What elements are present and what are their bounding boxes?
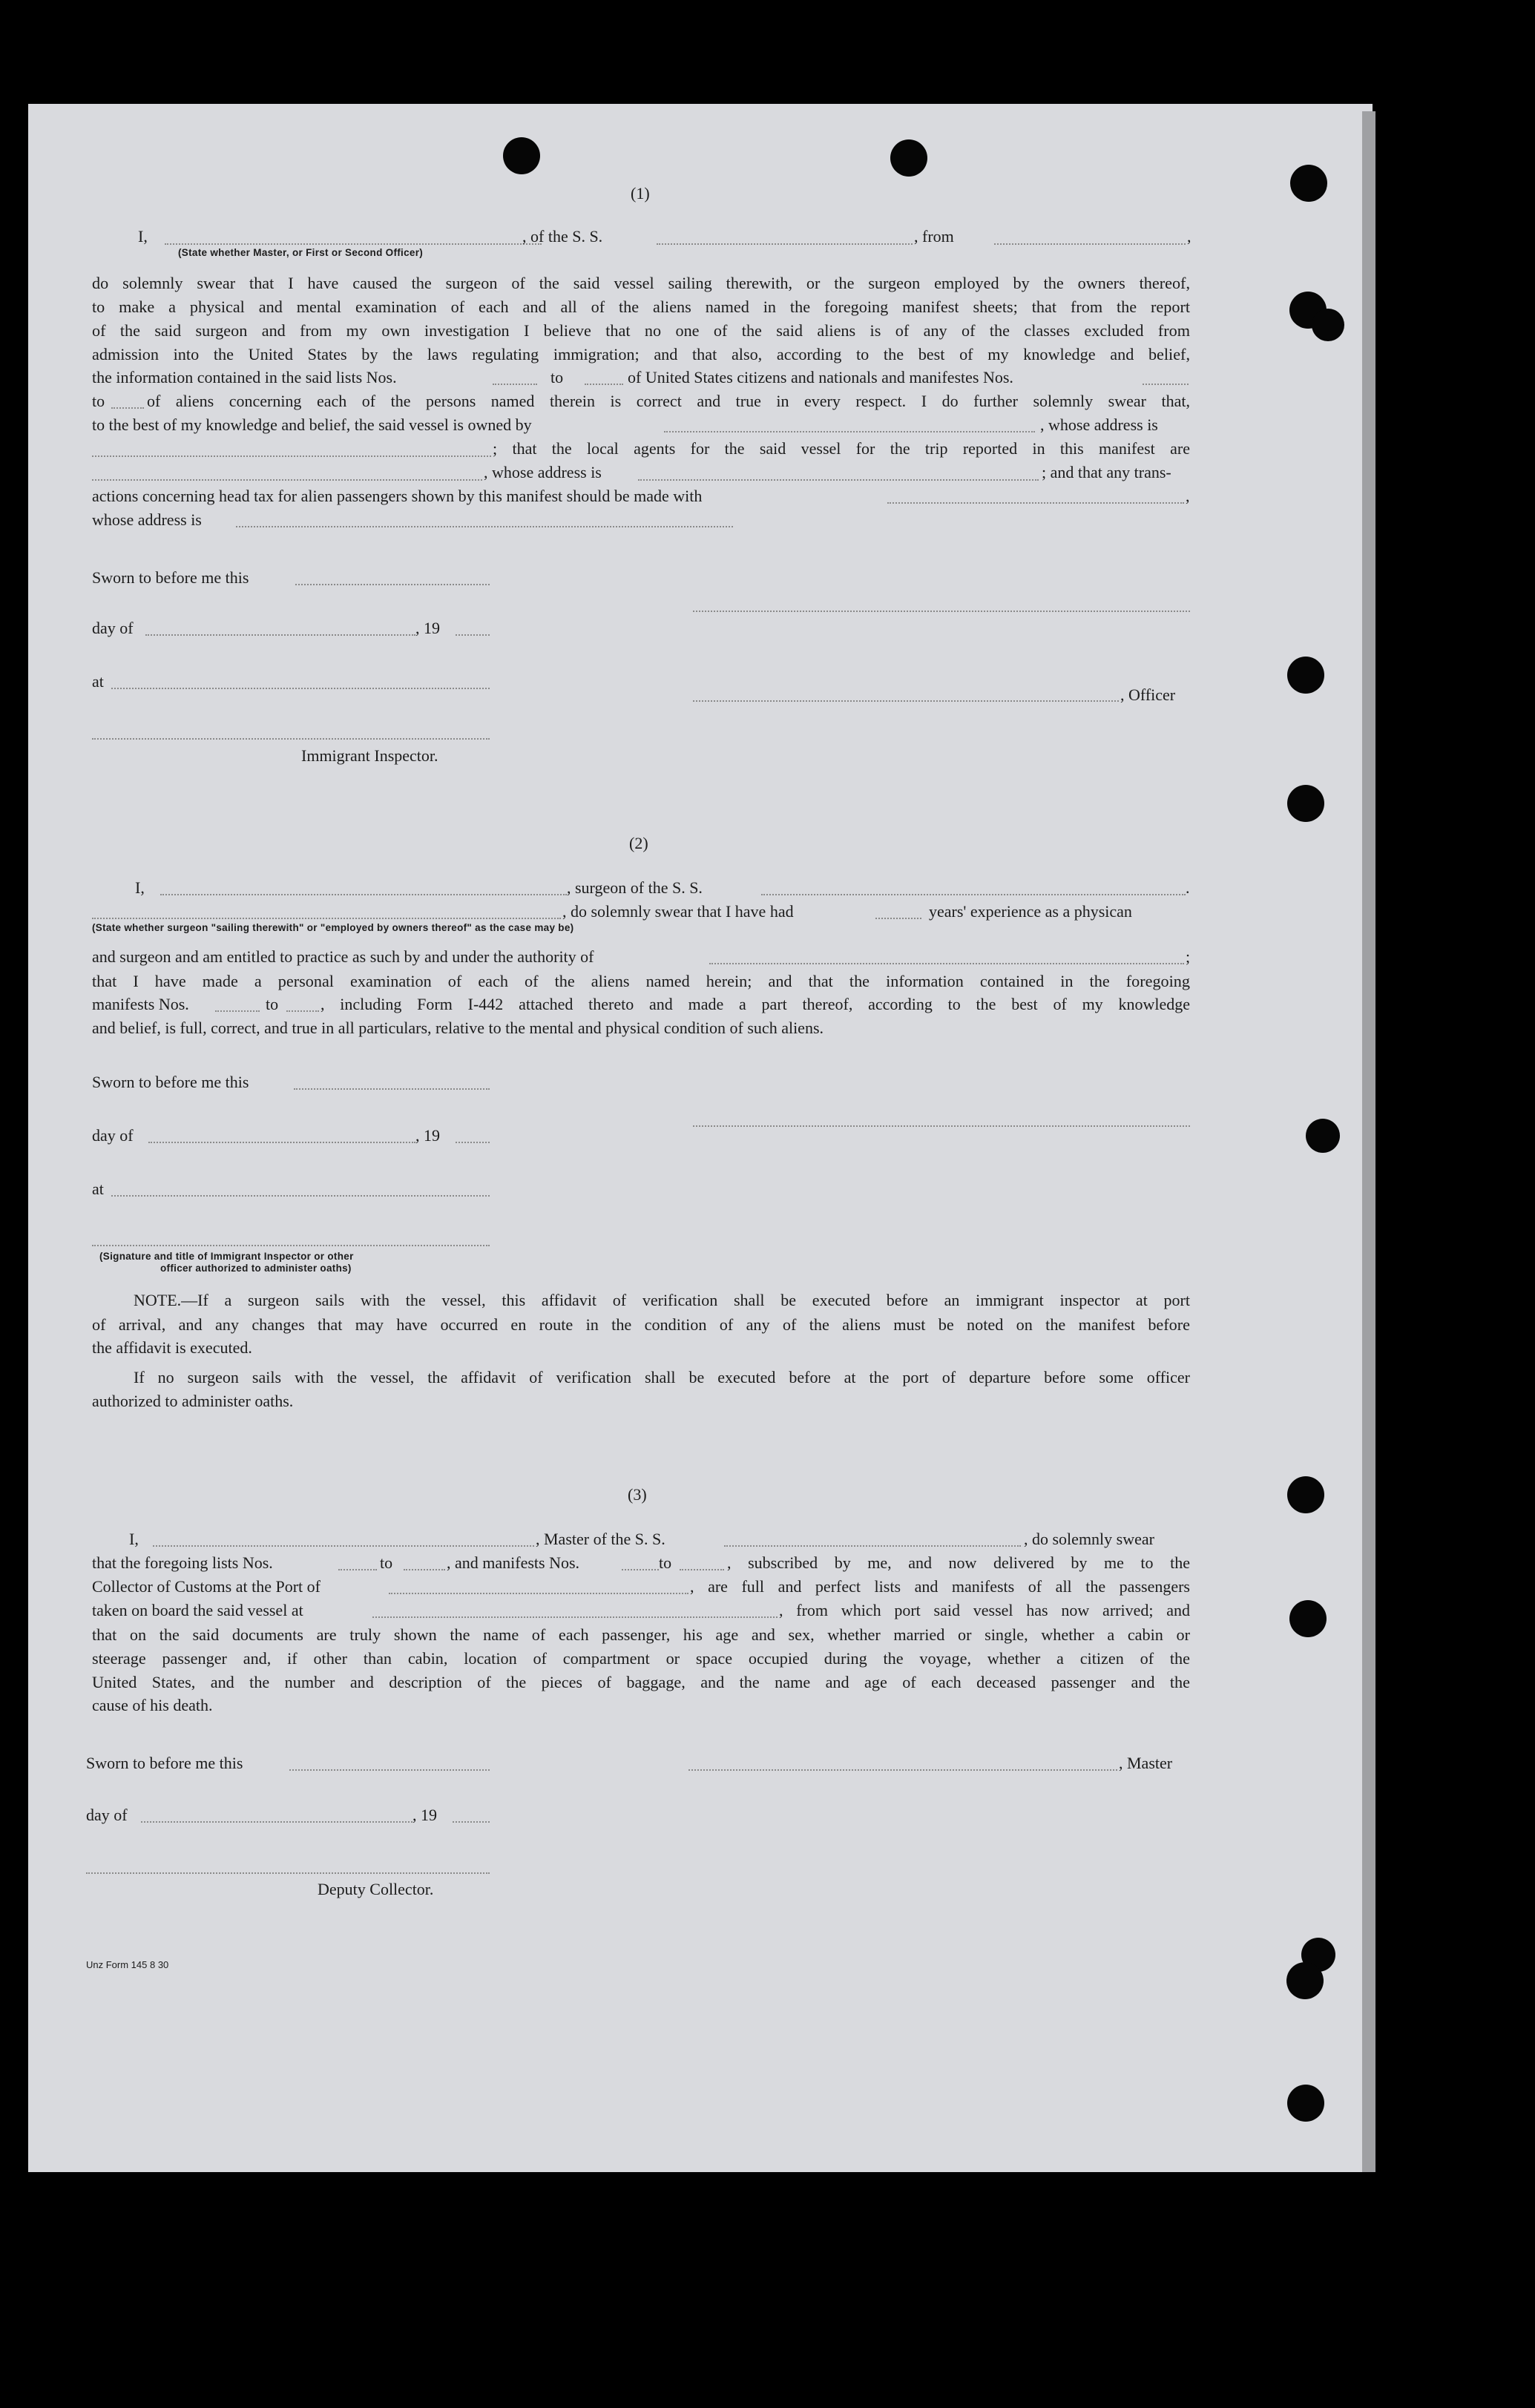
s1-agents-field[interactable] xyxy=(92,479,482,481)
punch-hole xyxy=(503,137,540,174)
s1-officer: , Officer xyxy=(1120,685,1176,704)
s1-l6-b: of aliens concerning each of the persons named therein is correct and true in every respect. I do further solemnly swear that, xyxy=(147,392,1190,410)
s2-sig-note-1: (Signature and title of Immigrant Inspector or other xyxy=(99,1251,354,1262)
s1-officer-sig-field[interactable] xyxy=(693,700,1119,702)
s3-manifests-to-field[interactable] xyxy=(680,1569,724,1570)
s1-sworn-field[interactable] xyxy=(295,584,490,585)
s3-nineteen: , 19 xyxy=(412,1806,437,1824)
s1-year-field[interactable] xyxy=(456,634,490,636)
s1-sworn: Sworn to before me this xyxy=(92,568,249,587)
s1-head-tax-address-field[interactable] xyxy=(236,526,733,527)
s2-period: . xyxy=(1186,878,1190,897)
punch-hole xyxy=(1287,1476,1324,1513)
s2-day-of: day of xyxy=(92,1126,134,1145)
s3-collector: Deputy Collector. xyxy=(318,1880,434,1898)
s3-day-of: day of xyxy=(86,1806,128,1824)
s2-i: I, xyxy=(135,878,145,897)
s3-day-field[interactable] xyxy=(141,1821,412,1823)
s1-agents-address-field[interactable] xyxy=(638,479,1039,481)
s1-lists-from-field[interactable] xyxy=(493,384,537,385)
s3-l2-a: Collector of Customs at the Port of xyxy=(92,1577,321,1596)
s2-day-field[interactable] xyxy=(148,1142,415,1143)
s2-surgeon-note: (State whether surgeon "sailing therewith" or "employed by owners thereof" as the case may be) xyxy=(92,922,574,933)
s1-day-field[interactable] xyxy=(145,634,415,636)
s2-l2: that I have made a personal examination of each of the aliens named herein; and that the information contained in the foregoing xyxy=(92,972,1190,990)
s1-i: I, xyxy=(138,227,148,246)
s1-l7-b: , whose address is xyxy=(1040,415,1158,434)
s1-vessel-field[interactable] xyxy=(657,243,913,245)
s1-day-of: day of xyxy=(92,619,134,637)
s3-l1-a: that the foregoing lists Nos. xyxy=(92,1553,273,1572)
s1-lists-to-field[interactable] xyxy=(585,384,623,385)
s1-head-tax-field[interactable] xyxy=(887,502,1184,504)
s2-l3-c: , including Form I-442 attached thereto and made a part thereof, according to the best of my knowledge xyxy=(321,995,1190,1013)
s2-years-field[interactable] xyxy=(875,918,921,919)
s2-manifests-to-field[interactable] xyxy=(286,1010,319,1012)
s2-l1-a: and surgeon and am entitled to practice as such by and under the authority of xyxy=(92,947,594,966)
s3-manifests-from-field[interactable] xyxy=(622,1569,659,1570)
s2-swear: , do solemnly swear that I have had xyxy=(562,902,794,921)
s2-l3-a: manifests Nos. xyxy=(92,995,189,1013)
s1-l5-c: of United States citizens and nationals and manifestes Nos. xyxy=(628,368,1013,386)
s2-nineteen: , 19 xyxy=(415,1126,440,1145)
section-1-number: (1) xyxy=(631,184,650,203)
s2-surgeon-of-ss: , surgeon of the S. S. xyxy=(567,878,703,897)
s2-year-field[interactable] xyxy=(456,1142,490,1143)
s3-l3-a: taken on board the said vessel at xyxy=(92,1601,303,1619)
s1-line-1: do solemnly swear that I have caused the surgeon of the said vessel sailing therewith, or the surgeon employed by the owners thereof, xyxy=(92,274,1190,292)
s1-l8: ; that the local agents for the said vessel for the trip reported in this manifest are xyxy=(493,439,1190,458)
section-2-number: (2) xyxy=(629,834,648,852)
punch-hole xyxy=(1290,165,1327,202)
s2-at: at xyxy=(92,1180,104,1198)
s1-at-field[interactable] xyxy=(111,688,490,689)
s3-master-name-field[interactable] xyxy=(153,1545,534,1547)
s3-l1-c: , and manifests Nos. xyxy=(447,1553,580,1572)
s3-l7: cause of his death. xyxy=(92,1696,213,1714)
s1-l5-b: to xyxy=(550,368,564,386)
s2-authority-field[interactable] xyxy=(709,963,1184,964)
s3-port-field[interactable] xyxy=(389,1593,688,1594)
s1-manifests-to-field[interactable] xyxy=(111,407,144,409)
s3-master: , Master xyxy=(1119,1754,1173,1772)
s1-comma: , xyxy=(1187,227,1191,246)
punch-hole xyxy=(1286,1962,1324,1999)
punch-hole xyxy=(1287,2085,1324,2122)
s3-l1-b: to xyxy=(380,1553,393,1572)
s1-at: at xyxy=(92,672,104,691)
s2-sworn-field[interactable] xyxy=(294,1088,490,1090)
s3-master-sig-field[interactable] xyxy=(688,1769,1117,1771)
s3-sworn-field[interactable] xyxy=(289,1769,490,1771)
s1-of-ss: , of the S. S. xyxy=(522,227,603,246)
s2-years: years' experience as a physican xyxy=(929,902,1132,921)
punch-hole xyxy=(1312,309,1344,341)
s3-collector-sig-field[interactable] xyxy=(86,1872,490,1874)
s3-sworn: Sworn to before me this xyxy=(86,1754,243,1772)
s1-owner-address-field[interactable] xyxy=(92,455,491,457)
punch-hole xyxy=(1287,785,1324,822)
s2-note-l1: NOTE.—If a surgeon sails with the vessel, this affidavit of verification shall be executed before an immigrant inspector at port xyxy=(134,1291,1190,1309)
s1-l9-a: , whose address is xyxy=(484,463,602,481)
sheet-edge-shadow xyxy=(1362,111,1375,2172)
s2-note-l3: the affidavit is executed. xyxy=(92,1338,252,1357)
punch-hole xyxy=(890,139,927,177)
s3-l1-e: , subscribed by me, and now delivered by me to the xyxy=(727,1553,1190,1572)
punch-hole xyxy=(1306,1119,1340,1153)
punch-hole xyxy=(1287,657,1324,694)
s1-inspector-sig-field[interactable] xyxy=(92,738,490,740)
s2-l4: and belief, is full, correct, and true in all particulars, relative to the mental and physical condition of such aliens. xyxy=(92,1019,824,1037)
s3-l3-b: , from which port said vessel has now arrived; and xyxy=(779,1601,1190,1619)
s1-inspector: Immigrant Inspector. xyxy=(301,746,438,765)
s3-l2-b: , are full and perfect lists and manifests of all the passengers xyxy=(690,1577,1190,1596)
s1-l11: whose address is xyxy=(92,510,202,529)
s1-l5-a: the information contained in the said lists Nos. xyxy=(92,368,397,386)
s1-signature-field[interactable] xyxy=(693,611,1190,612)
s1-l10-b: , xyxy=(1186,487,1190,505)
s2-note-l5: authorized to administer oaths. xyxy=(92,1392,294,1410)
s3-vessel-field[interactable] xyxy=(724,1545,1021,1547)
s3-embark-port-field[interactable] xyxy=(372,1616,778,1618)
punch-hole xyxy=(1289,1600,1327,1637)
s1-l10-a: actions concerning head tax for alien passengers shown by this manifest should be made with xyxy=(92,487,703,505)
s1-officer-name-field[interactable] xyxy=(165,243,542,245)
s3-master-of-ss: , Master of the S. S. xyxy=(536,1530,665,1548)
s2-l3-b: to xyxy=(266,995,279,1013)
s2-at-field[interactable] xyxy=(111,1195,490,1197)
s1-line-4: admission into the United States by the laws regulating immigration; and that also, according to the best of my knowledge and belief, xyxy=(92,345,1190,363)
s2-manifests-from-field[interactable] xyxy=(215,1010,260,1012)
s1-line-3: of the said surgeon and from my own investigation I believe that no one of the said aliens is of any of the classes excluded from xyxy=(92,321,1190,340)
s2-note-l2: of arrival, and any changes that may have occurred en route in the condition of any of the aliens must be noted on the manifest before xyxy=(92,1315,1190,1334)
s1-owner-field[interactable] xyxy=(664,431,1035,432)
s1-l7-a: to the best of my knowledge and belief, the said vessel is owned by xyxy=(92,415,532,434)
s2-l1-b: ; xyxy=(1186,947,1191,966)
s1-l9-b: ; and that any trans- xyxy=(1042,463,1171,481)
s3-l6: United States, and the number and description of the pieces of baggage, and the name and age of each deceased passenger and the xyxy=(92,1673,1190,1691)
s2-note-l4: If no surgeon sails with the vessel, the affidavit of verification shall be executed before at the port of departure before some officer xyxy=(134,1368,1190,1386)
s3-l5: steerage passenger and, if other than cabin, location of compartment or space occupied during the voyage, whether a citizen of the xyxy=(92,1649,1190,1668)
s3-l4: that on the said documents are truly shown the name of each passenger, his age and sex, whether married or single, whether a cabin or xyxy=(92,1625,1190,1644)
s1-l6-a: to xyxy=(92,392,105,410)
s3-l1-d: to xyxy=(659,1553,672,1572)
s2-inspector-sig-field[interactable] xyxy=(92,1245,490,1246)
s1-officer-note: (State whether Master, or First or Second Officer) xyxy=(178,247,424,258)
s2-vessel-field[interactable] xyxy=(761,894,1186,895)
s3-swear: , do solemnly swear xyxy=(1024,1530,1154,1548)
s3-i: I, xyxy=(129,1530,139,1548)
s1-line-2: to make a physical and mental examination of each and all of the aliens named in the foregoing manifest sheets; that from the report xyxy=(92,297,1190,316)
section-3-number: (3) xyxy=(628,1485,647,1504)
s1-nineteen: , 19 xyxy=(415,619,440,637)
s2-sig-note-2: officer authorized to administer oaths) xyxy=(160,1263,352,1274)
s2-surgeon-name-field[interactable] xyxy=(160,894,567,895)
s2-signature-field[interactable] xyxy=(693,1125,1190,1127)
s3-lists-from-field[interactable] xyxy=(338,1569,377,1570)
s3-year-field[interactable] xyxy=(453,1821,490,1823)
s1-from-field[interactable] xyxy=(994,243,1186,245)
s2-surgeon-type-field[interactable] xyxy=(92,918,561,919)
s3-lists-to-field[interactable] xyxy=(404,1569,445,1570)
s1-manifests-field[interactable] xyxy=(1143,384,1189,385)
s1-from: , from xyxy=(914,227,954,246)
s2-sworn: Sworn to before me this xyxy=(92,1073,249,1091)
form-number: Unz Form 145 8 30 xyxy=(86,1959,169,1970)
